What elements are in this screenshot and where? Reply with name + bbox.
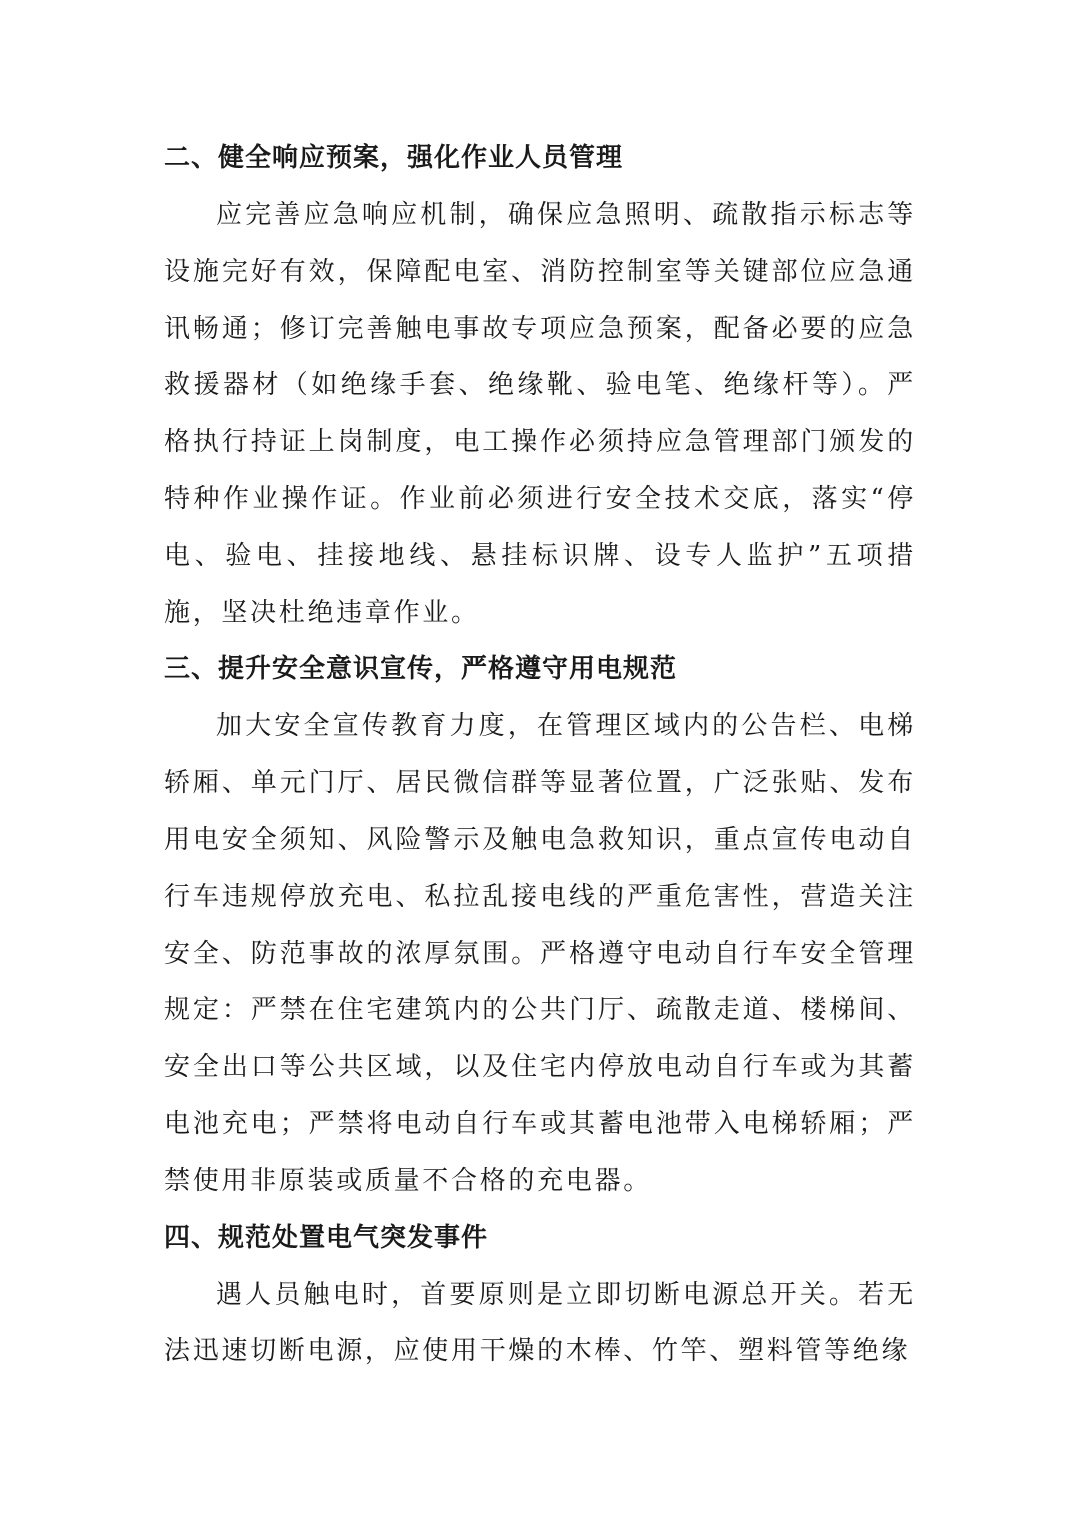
section-safety-awareness bbox=[164, 641, 916, 1209]
section-emergency-handling bbox=[164, 1210, 916, 1381]
section-heading: 四、规范处置电气突发事件 bbox=[164, 1222, 489, 1253]
section-heading: 三、提升安全意识宣传，严格遵守用电规范 bbox=[164, 654, 678, 685]
section-paragraph: 遇人员触电时，首要原则是立即切断电源总开关。若无法迅速切断电源，应使用干燥的木棒、竹竿、塑料管等绝缘 bbox=[164, 1279, 916, 1367]
section-paragraph: 加大安全宣传教育力度，在管理区域内的公告栏、电梯轿厢、单元门厅、居民微信群等显著位置，广泛张贴、发布用电安全须知、风险警示及触电急救知识，重点宣传电动自行车违规停放充电、私拉乱接电线的严重危害性，营造关注安全、防范事故的浓厚氛围。严格遵守电动自行车安全管理规定：严禁在住宅建筑内的公共门厅、疏散走道、楼梯间、安全出口等公共区域，以及住宅内停放电动自行车或为其蓄电池充电；严禁将电动自行车或其蓄电池带入电梯轿厢；严禁使用非原装或质量不合格的充电器。 bbox=[164, 711, 916, 1196]
section-heading: 二、健全响应预案，强化作业人员管理 bbox=[164, 143, 624, 173]
section-paragraph: 应完善应急响应机制，确保应急照明、疏散指示标志等设施完好有效，保障配电室、消防控制室等关键部位应急通讯畅通；修订完善触电事故专项应急预案，配备必要的应急救援器材（如绝缘手套、绝缘靴、验电笔、绝缘杆等）。严格执行持证上岗制度，电工操作必须持应急管理部门颁发的特种作业操作证。作业前必须进行安全技术交底，落实“停电、验电、挂接地线、悬挂标识牌、设专人监护”五项措施，坚决杜绝违章作业。 bbox=[164, 200, 916, 628]
section-response-plan bbox=[164, 130, 916, 641]
document-page bbox=[164, 130, 916, 1380]
